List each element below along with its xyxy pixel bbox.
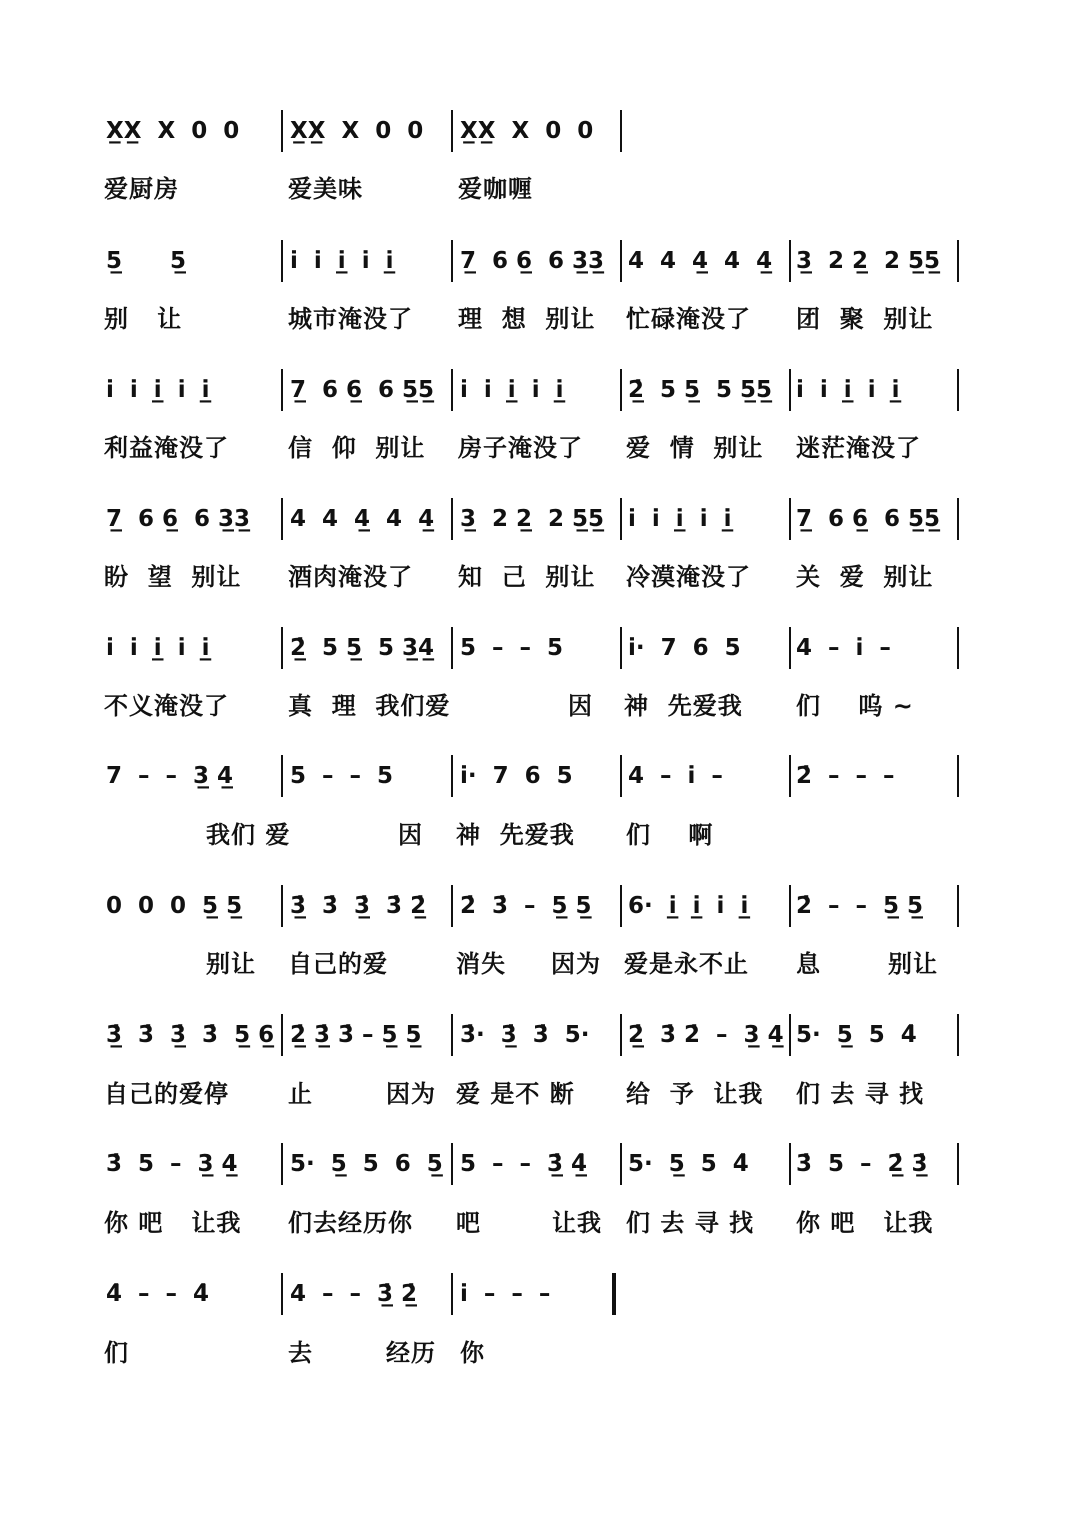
barline	[451, 627, 453, 669]
measure-notes: X̲X̲ X 0 0	[106, 118, 240, 144]
barline	[451, 1143, 453, 1185]
lyric-text: 理 想 别让	[458, 305, 596, 333]
lyric-text: 我们 爱	[206, 821, 291, 849]
barline	[281, 1273, 283, 1315]
barline	[957, 240, 959, 282]
measure-notes: 3̇· 3̲̇ 3̇ 5·	[460, 1022, 590, 1048]
lyric-text: 因为	[386, 1080, 436, 1108]
lyric-text: 信 仰 别让	[288, 434, 426, 462]
barline	[789, 1014, 791, 1056]
lyric-text: 爱 是不 断	[456, 1080, 575, 1108]
measure-notes: 5̲ 5̲	[106, 248, 187, 274]
barline	[620, 627, 622, 669]
barline	[281, 885, 283, 927]
barline	[957, 369, 959, 411]
measure-notes: 6· i̲̇ i̲̇ i̇ i̲̇	[628, 893, 749, 919]
barline	[281, 627, 283, 669]
measure-notes: 3̲ 2 2̲ 2 5̲5̲	[796, 248, 941, 274]
measure-notes: i̇· 7 6 5	[628, 635, 741, 661]
barline	[957, 498, 959, 540]
measure-notes: 2̲̇ 5 5̲ 5 3̲4̲	[290, 635, 435, 661]
barline	[281, 1014, 283, 1056]
barline	[281, 110, 283, 152]
measure-notes: 5· 5̲ 5 4̇	[796, 1022, 917, 1048]
barline	[451, 110, 453, 152]
measure-notes: 7 – – 3̲ 4̲	[106, 763, 234, 789]
measure-notes: 3̲̇ 3̇ 3̲̇ 3̇ 2̲̇	[290, 893, 427, 919]
measure-notes: 2̇ – – 5̲ 5̲	[796, 893, 924, 919]
barline	[789, 240, 791, 282]
measure-notes: i̇ i̇ i̲̇ i̇ i̲̇	[460, 377, 564, 403]
lyric-text: 让我	[552, 1209, 602, 1237]
measure-notes: 3̇ 5 – 3̲ 4̲	[106, 1151, 238, 1177]
barline	[281, 369, 283, 411]
lyric-text: 别让	[206, 950, 256, 978]
measure-notes: 4̇ – – 4̇	[106, 1281, 210, 1307]
lyric-text: 关 爱 别让	[796, 563, 934, 591]
lyric-text: 知 己 别让	[458, 563, 596, 591]
measure-notes: 5 – – 5	[290, 763, 394, 789]
barline	[789, 498, 791, 540]
measure-notes: 7̲ 6 6̲ 6 3̲3̲	[460, 248, 605, 274]
lyric-text: 自己的爱停	[104, 1080, 229, 1108]
barline	[281, 1143, 283, 1185]
measure-notes: X̲X̲ X 0 0	[290, 118, 424, 144]
lyric-text: 消失	[456, 950, 506, 978]
measure-notes: 2̇ – – –	[796, 763, 895, 789]
measure-notes: 4 – – 3̲̇ 2̲̇	[290, 1281, 418, 1307]
barline	[281, 240, 283, 282]
measure-notes: 4 – i̇ –	[628, 763, 723, 789]
measure-notes: 3̲ 2 2̲ 2 5̲5̲	[460, 506, 605, 532]
measure-notes: 2̲̇ 5 5̲ 5 5̲5̲	[628, 377, 773, 403]
lyric-text: 们 呜 ~	[796, 692, 914, 720]
lyric-text: 止	[288, 1080, 313, 1108]
barline	[789, 755, 791, 797]
measure-notes: i̇ i̇ i̲̇ i̇ i̲̇	[628, 506, 732, 532]
barline	[451, 498, 453, 540]
lyric-text: 神 先爱我	[624, 692, 743, 720]
barline	[957, 1143, 959, 1185]
barline	[620, 1143, 622, 1185]
lyric-text: 城市淹没了	[288, 305, 413, 333]
barline	[451, 240, 453, 282]
barline	[957, 627, 959, 669]
measure-notes: 4 4 4̲ 4 4̲	[290, 506, 435, 532]
measure-notes: 3̲̇ 3̇ 3̲̇ 3̇ 5̲ 6̲	[106, 1022, 275, 1048]
measure-notes: 3̇ 5 – 2̲̇ 3̲̇	[796, 1151, 928, 1177]
lyric-text: 盼 望 别让	[104, 563, 242, 591]
measure-notes: i̇ i̇ i̲̇ i̇ i̲̇	[290, 248, 394, 274]
barline	[281, 755, 283, 797]
measure-notes: i̇ i̇ i̲̇ i̇ i̲̇	[106, 635, 210, 661]
lyric-text: 神 先爱我	[456, 821, 575, 849]
lyric-text: 别 让	[104, 305, 183, 333]
lyric-text: 因	[398, 821, 423, 849]
barline	[281, 498, 283, 540]
lyric-text: 你 吧 让我	[796, 1209, 934, 1237]
lyric-text: 迷茫淹没了	[796, 434, 921, 462]
lyric-text: 们	[104, 1339, 129, 1367]
measure-notes: 2̲̇ 3̲̇ 3̇ – 5̲ 5̲	[290, 1022, 422, 1048]
lyric-text: 因为	[551, 950, 601, 978]
lyric-text: 自己的爱	[288, 950, 388, 978]
lyric-text: 酒肉淹没了	[288, 563, 413, 591]
lyric-text: 爱咖喱	[458, 175, 533, 203]
barline	[620, 240, 622, 282]
measure-notes: i̇ – – –	[460, 1281, 551, 1307]
lyric-text: 爱厨房	[104, 175, 179, 203]
measure-notes: 0 0 0 5̲ 5̲	[106, 893, 243, 919]
measure-notes: 5· 5̲ 5 6 5̲	[290, 1151, 443, 1177]
lyric-text: 利益淹没了	[104, 434, 229, 462]
barline	[620, 755, 622, 797]
lyric-text: 爱是永不止	[624, 950, 749, 978]
barline	[620, 1014, 622, 1056]
measure-notes: 5 – – 5	[460, 635, 564, 661]
lyric-text: 不义淹没了	[104, 692, 229, 720]
measure-notes: 2̲̇ 3̇ 2̇ – 3̲ 4̲	[628, 1022, 784, 1048]
barline	[451, 1014, 453, 1056]
barline	[451, 755, 453, 797]
measure-notes: 2̇ 3̇ – 5̲ 5̲	[460, 893, 592, 919]
lyric-text: 别让	[888, 950, 938, 978]
lyric-text: 爱 情 别让	[626, 434, 764, 462]
measure-notes: i̇ i̇ i̲̇ i̇ i̲̇	[106, 377, 210, 403]
barline	[789, 369, 791, 411]
lyric-text: 们 啊	[626, 821, 714, 849]
barline	[620, 498, 622, 540]
lyric-text: 你	[460, 1339, 485, 1367]
barline	[957, 755, 959, 797]
barline	[451, 369, 453, 411]
barline	[620, 110, 622, 152]
lyric-text: 你 吧 让我	[104, 1209, 242, 1237]
measure-notes: 4 4 4̲ 4 4̲	[628, 248, 773, 274]
measure-notes: 4 – i̇ –	[796, 635, 891, 661]
measure-notes: 5 – – 3̲̇ 4̲̇	[460, 1151, 588, 1177]
measure-notes: 7̲ 6 6̲ 6 5̲5̲	[796, 506, 941, 532]
barline	[451, 885, 453, 927]
barline	[957, 885, 959, 927]
lyric-text: 息	[796, 950, 821, 978]
final-barline	[612, 1273, 616, 1315]
barline	[789, 885, 791, 927]
lyric-text: 冷漠淹没了	[626, 563, 751, 591]
lyric-text: 们 去 寻 找	[626, 1209, 755, 1237]
measure-notes: i̇ i̇ i̲̇ i̇ i̲̇	[796, 377, 900, 403]
barline	[620, 369, 622, 411]
lyric-text: 去	[288, 1339, 313, 1367]
barline	[789, 627, 791, 669]
lyric-text: 给 予 让我	[626, 1080, 764, 1108]
measure-notes: X̲X̲ X 0 0	[460, 118, 594, 144]
barline	[789, 1143, 791, 1185]
lyric-text: 真 理 我们爱	[288, 692, 451, 720]
lyric-text: 房子淹没了	[458, 434, 583, 462]
measure-notes: 5· 5̲ 5 4̇	[628, 1151, 749, 1177]
lyric-text: 们去经历你	[288, 1209, 413, 1237]
lyric-text: 爱美味	[288, 175, 363, 203]
measure-notes: 7̲ 6 6̲ 6 5̲5̲	[290, 377, 435, 403]
barline	[957, 1014, 959, 1056]
lyric-text: 吧	[456, 1209, 481, 1237]
lyric-text: 因	[568, 692, 593, 720]
barline	[620, 885, 622, 927]
measure-notes: i̇· 7 6 5	[460, 763, 573, 789]
measure-notes: 7̲ 6 6̲ 6 3̲3̲	[106, 506, 251, 532]
lyric-text: 们 去 寻 找	[796, 1080, 925, 1108]
barline	[451, 1273, 453, 1315]
lyric-text: 忙碌淹没了	[626, 305, 751, 333]
lyric-text: 团 聚 别让	[796, 305, 934, 333]
lyric-text: 经历	[386, 1339, 436, 1367]
